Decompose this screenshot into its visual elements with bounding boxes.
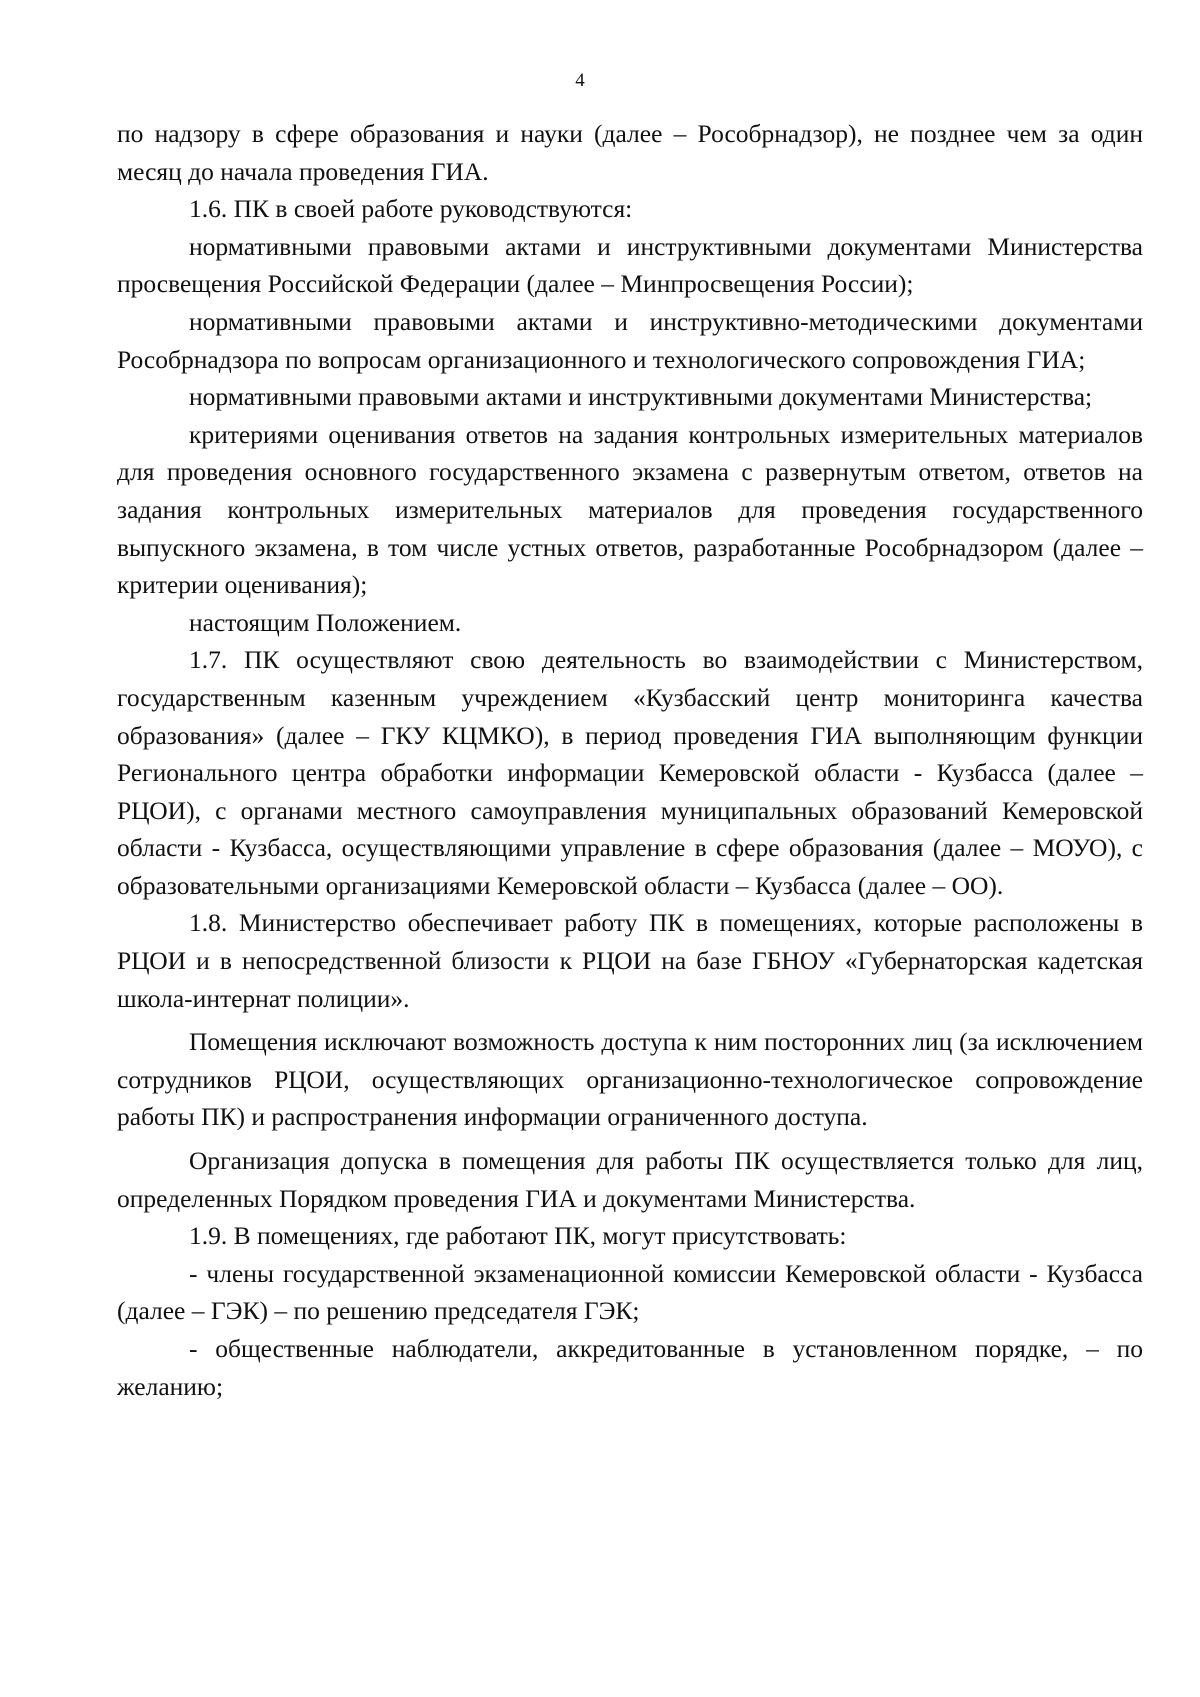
list-item-criteria: критериями оценивания ответов на задания контрольных измерительных материалов для проведения основного государственного экзамена с развернутым ответом, ответов на задания контрольных измерительных материалов для проведения государственного выпускного экзамена, в том числе устных ответов, разработанные Рособрнадзором (далее – критерии оценивания); [117,419,1143,600]
paragraph-access: Организация допуска в помещения для работы ПК осуществляется только для лиц, определенных Порядком проведения ГИА и документами Министерства. [117,1146,1143,1213]
paragraph-1-8: 1.8. Министерство обеспечивает работу ПК в помещениях, которые расположены в РЦОИ и в непосредственной близости к РЦОИ на базе ГБНОУ «Губернаторская кадетская школа-интернат полиции». [117,908,1143,1013]
paragraph-1-9-heading: 1.9. В помещениях, где работают ПК, могут присутствовать: [189,1221,847,1251]
paragraph-continuation: по надзору в сфере образования и науки (далее – Рособрнадзор), не позднее чем за один месяц до начала проведения ГИА. [117,119,1143,186]
page-number: 4 [575,70,585,91]
list-item-gek-members: - члены государственной экзаменационной комиссии Кемеровской области - Кузбасса (далее – ГЭК) – по решению председателя ГЭК; [117,1258,1143,1326]
paragraph-1-6-heading: 1.6. ПК в своей работе руководствуются: [189,194,633,224]
list-item-observers: - общественные наблюдатели, аккредитованные в установленном порядке, – по желанию; [117,1334,1143,1401]
paragraph-premises: Помещения исключают возможность доступа к ним посторонних лиц (за исключением сотрудников РЦОИ, осуществляющих организационно-технологическое сопровождение работы ПК) и распространения информации ограниченного доступа. [117,1027,1143,1132]
list-item-rosobrnadzor: нормативными правовыми актами и инструктивно-методическими документами Рособрнадзора по вопросам организационного и технологического сопровождения ГИА; [117,306,1143,374]
list-item-ministry: нормативными правовыми актами и инструктивными документами Министерства; [189,382,1093,412]
paragraph-1-7: 1.7. ПК осуществляют свою деятельность во взаимодействии с Министерством, государственным казенным учреждением «Кузбасский центр мониторинга качества образования» (далее – ГКУ КЦМКО), в период проведения ГИА выполняющим функции Регионального центра обработки информации Кемеровской области - Кузбасса (далее – РЦОИ), с органами местного самоуправления муниципальных образований Кемеровской области - Кузбасса, осуществляющими управление в сфере образования (далее – МОУО), с образовательными организациями Кемеровской области – Кузбасса (далее – ОО). [117,645,1143,900]
document-body [117,115,1143,1405]
list-item-regulation: настоящим Положением. [189,607,462,637]
list-item-minprosveshcheniya: нормативными правовыми актами и инструктивными документами Министерства просвещения Российской Федерации (далее – Минпросвещения России); [117,231,1143,299]
